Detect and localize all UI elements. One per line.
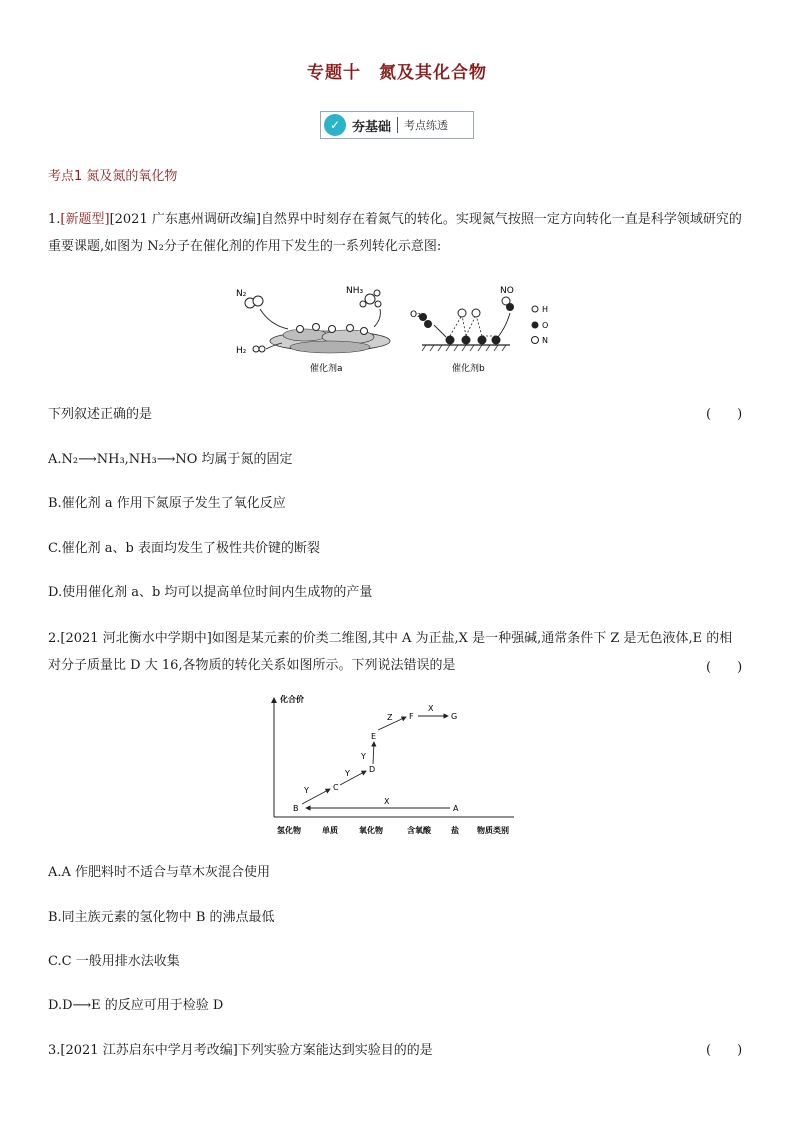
x-tick-oxide: 氧化物 [359,826,383,835]
legend-h: H [542,305,549,314]
q1-option-a: A.N₂⟶NH₃,NH₃⟶NO 均属于氮的固定 [48,452,293,467]
arrow-label-y2: Y [345,769,350,778]
catalyst-a-label: 催化剂a [310,364,343,374]
catalyst-a-surface [270,324,390,354]
arrow-label-x2: X [428,704,434,713]
question-2-text: 2.[2021 河北衡水中学期中]如图是某元素的价类二维图,其中 A 为正盐,X 是一种强碱,通常条件下 Z 是无色液体,E 的相对分子质量比 D 大 16,各物质的转化关系如图所示。下列说法错误的是 [48,631,733,673]
n2-molecule [245,296,263,308]
x-tick-salt: 盐 [451,826,459,835]
point-e: E [371,732,377,741]
x-axis-label: 物质类别 [477,826,509,835]
badge-sub: 考点练透 [404,119,449,132]
point-g: G [451,712,458,721]
x-tick-hydride: 氢化物 [277,826,301,835]
nh3-molecule [360,290,381,307]
x-tick-element: 单质 [322,826,338,835]
new-type-tag: [新题型] [60,212,110,227]
q1-option-c: C.催化剂 a、b 表面均发生了极性共价键的断裂 [48,541,320,556]
badge-divider [397,117,398,133]
nh3-label: NH₃ [346,286,364,296]
h2-label: H₂ [236,346,247,356]
legend-n: N [542,336,548,345]
point-b: B [293,804,299,813]
q1-option-d: D.使用催化剂 a、b 均可以提高单位时间内生成物的产量 [48,585,373,600]
no-label: NO [500,286,514,296]
y-axis-label: 化合价 [280,695,304,704]
x-tick-oxyacid: 含氧酸 [407,826,431,835]
q1-stem: 下列叙述正确的是 [48,407,153,422]
section-badge [320,111,474,139]
catalyst-diagram [230,283,570,378]
catalyst-b-label: 催化剂b [452,364,485,374]
point-y3: Y [361,752,366,761]
page-title: 专题十 氮及其化合物 [307,63,487,83]
point-d: D [369,765,376,774]
legend-o: O [542,321,549,330]
q2-option-d: D.D⟶E 的反应可用于检验 D [48,998,224,1013]
q2-option-b: B.同主族元素的氢化物中 B 的沸点最低 [48,910,275,925]
q2-answer-paren: ( ) [706,660,743,675]
check-circle-icon: ✓ [324,114,346,136]
q1-option-b: B.催化剂 a 作用下氮原子发生了氧化反应 [48,496,286,511]
question-3-text: 3.[2021 江苏启东中学月考改编]下列实验方案能达到实验目的的是 [48,1043,433,1058]
o2-label: O₂ [410,310,421,320]
section-heading: 考点1 氮及氮的氧化物 [48,169,178,184]
n2-label: N₂ [236,289,247,299]
point-f: F [409,712,414,721]
question-1-text: 1.[新题型][2021 广东惠州调研改编]自然界中时刻存在着氮气的转化。实现氮气按照一定方向转化一直是科学领域研究的重要课题,如图为 N₂分子在催化剂的作用下发生的一系列转化示意图: [48,212,742,254]
arrow-label-z: Z [387,713,393,722]
q2-option-a: A.A 作肥料时不适合与草木灰混合使用 [48,865,271,880]
arrow-label-x1: X [384,797,390,806]
q1-answer-paren: ( ) [706,407,743,422]
arrow-label-y1: Y [304,786,309,795]
point-c: C [333,783,339,792]
badge-main: 夯基础 [352,119,392,135]
q3-answer-paren: ( ) [706,1043,743,1058]
valence-class-diagram [262,692,522,842]
point-a: A [453,804,459,813]
q2-option-c: C.C 一般用排水法收集 [48,954,180,969]
